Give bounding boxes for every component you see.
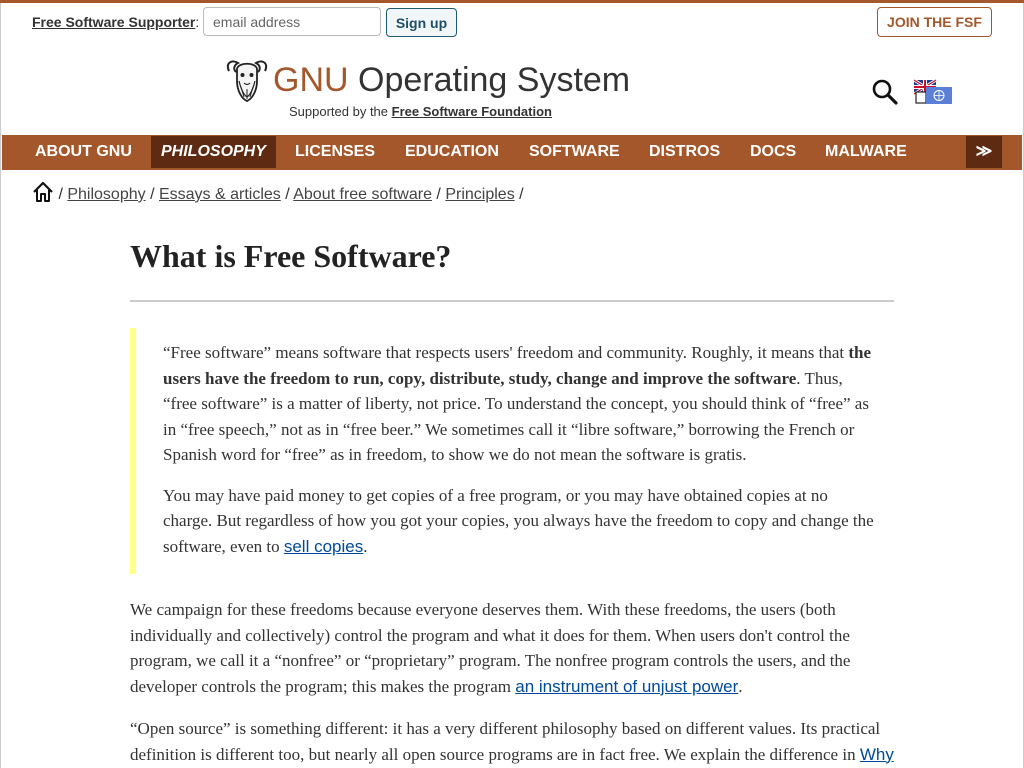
intro-p1-bold: the users have the freedom to run, copy, distribute, study, change and improve the software — [163, 343, 872, 388]
p3-text-b: . — [738, 676, 743, 696]
breadcrumb-sep: / — [145, 186, 159, 203]
breadcrumb-essays[interactable]: Essays & articles — [158, 186, 281, 203]
signup-button[interactable]: Sign up — [386, 8, 457, 37]
intro-p2-text-b: . — [363, 536, 368, 556]
breadcrumb-sep: / — [431, 186, 446, 203]
nav-item-about-gnu[interactable]: ABOUT GNU — [35, 143, 132, 160]
intro-paragraph-2 — [163, 483, 874, 560]
breadcrumb-philosophy[interactable]: Philosophy — [67, 186, 146, 203]
site-title-rest: Operating System — [348, 61, 631, 99]
site-title-gnu: GNU — [273, 61, 349, 99]
p4-text-a: “Open source” is something different: it has a very different philosophy based on different values. Its practical definition is different too, but nearly all open source programs are in fact free. We explain the difference in — [130, 719, 881, 764]
breadcrumb-principles[interactable]: Principles — [445, 186, 515, 203]
nav-more-button[interactable]: ≫ — [966, 136, 1002, 168]
sell-copies-link[interactable]: sell copies — [283, 536, 364, 556]
nav-item-software[interactable]: SOFTWARE — [529, 143, 620, 160]
unjust-power-link[interactable]: an instrument of unjust power — [515, 676, 739, 696]
body-paragraph-open-source — [130, 716, 894, 767]
breadcrumb-sep: / — [280, 186, 294, 203]
gnu-head-logo-icon[interactable] — [224, 57, 270, 103]
nav-item-licenses[interactable]: LICENSES — [295, 143, 376, 160]
body-paragraph-campaign — [130, 597, 894, 699]
article — [130, 232, 894, 767]
search-icon[interactable] — [872, 79, 898, 105]
why-open-source-link[interactable]: Why — [859, 744, 894, 764]
email-input[interactable] — [203, 7, 381, 36]
supported-prefix: Supported by the — [289, 104, 392, 119]
supporter-signup-label — [32, 14, 199, 30]
intro-box — [130, 328, 894, 574]
intro-p2-text-a: You may have paid money to get copies of a free program, or you may have obtained copies at no charge. But regardless of how you got your copies, you always have the freedom to copy and change the software, even to — [163, 485, 874, 556]
join-fsf-button[interactable]: JOIN THE FSF — [877, 7, 992, 37]
main-nav — [2, 135, 1022, 170]
nav-item-docs[interactable]: DOCS — [750, 143, 797, 160]
site-title[interactable] — [273, 58, 630, 102]
intro-p1-text-a: “Free software” means software that respects users' freedom and community. Roughly, it means that — [163, 343, 849, 362]
nav-item-education[interactable]: EDUCATION — [405, 143, 499, 160]
home-icon[interactable] — [32, 181, 54, 203]
breadcrumb-sep: / — [514, 186, 524, 203]
supporter-link[interactable]: Free Software Supporter — [32, 14, 196, 30]
breadcrumb — [32, 181, 524, 204]
p3-text-a: We campaign for these freedoms because everyone deserves them. With these freedoms, the users (both individually and collectively) control the program and what it does for them. When users don't control the program, we call it a “nonfree” or “proprietary” program. The nonfree program controls the users, and the developer controls the program; this makes the program — [130, 600, 851, 696]
page-title: What is Free Software? — [130, 232, 894, 302]
intro-p1-text-b: . Thus, “free software” is a matter of liberty, not price. To understand the concept, you should think of “free” as in “free speech,” not as in “free beer.” We sometimes call it “libre software,” borrowing the French or Spanish word for “free” as in freedom, to show we do not mean the software is gratis. — [163, 368, 869, 464]
language-flags-icon[interactable] — [914, 79, 954, 105]
nav-item-distros[interactable]: DISTROS — [649, 143, 721, 160]
breadcrumb-about-free-software[interactable]: About free software — [293, 186, 432, 203]
nav-item-philosophy[interactable]: PHILOSOPHY — [151, 136, 276, 168]
fsf-link[interactable]: Free Software Foundation — [391, 104, 552, 119]
breadcrumb-sep: / — [54, 186, 68, 203]
supported-by-line — [289, 104, 552, 119]
top-rule — [0, 0, 1024, 3]
intro-paragraph-1 — [163, 340, 874, 468]
nav-item-malware[interactable]: MALWARE — [825, 143, 907, 160]
supporter-colon: : — [195, 14, 200, 30]
